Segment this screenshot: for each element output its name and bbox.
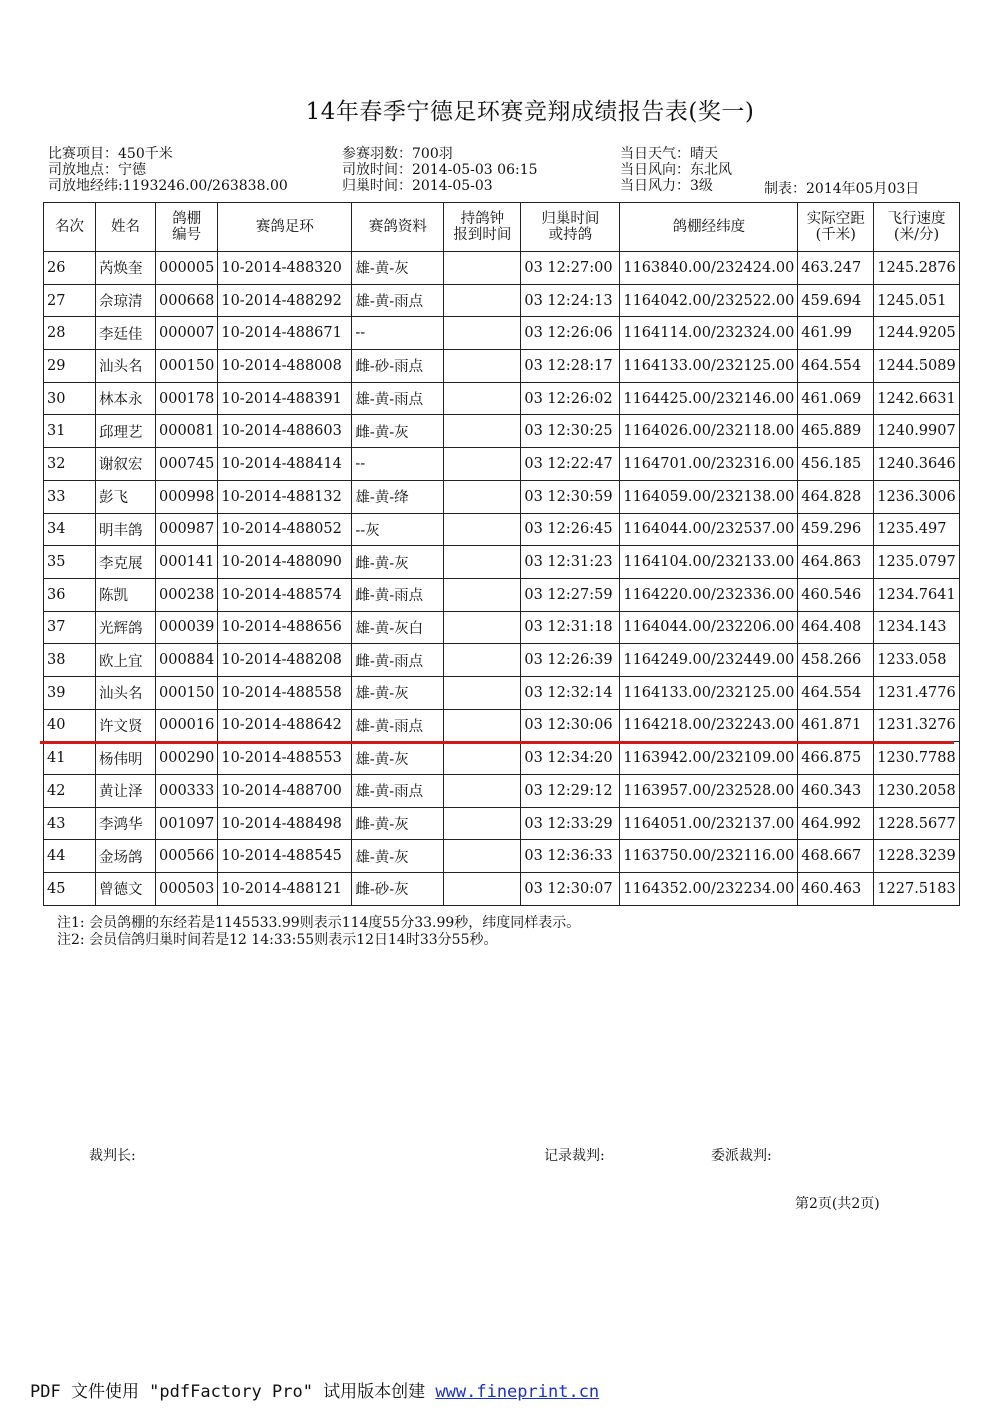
table-cell: 曾德文 — [96, 873, 156, 906]
table-cell: 464.408 — [798, 611, 874, 644]
table-row — [44, 252, 960, 285]
table-cell: 463.247 — [798, 252, 874, 285]
table-cell: 37 — [44, 611, 96, 644]
table-cell: 1228.3239 — [874, 840, 959, 873]
table-cell: 杨伟明 — [96, 742, 156, 775]
table-cell: 000150 — [156, 350, 218, 383]
table-cell: 1244.5089 — [874, 350, 959, 383]
table-cell: 雄-黄-雨点 — [352, 284, 444, 317]
table-cell: 459.694 — [798, 284, 874, 317]
table-cell — [444, 480, 521, 513]
info-race-item: 比赛项目：450千米 — [48, 146, 173, 162]
table-cell: -- — [352, 317, 444, 350]
table-cell: 464.554 — [798, 350, 874, 383]
table-cell: 34 — [44, 513, 96, 546]
table-cell: 1164026.00/232118.00 — [620, 415, 798, 448]
table-cell: 1164133.00/232125.00 — [620, 676, 798, 709]
table-cell: 明丰鸽 — [96, 513, 156, 546]
table-cell: 03 12:31:23 — [521, 546, 620, 579]
table-cell: 1164133.00/232125.00 — [620, 350, 798, 383]
table-cell: 31 — [44, 415, 96, 448]
footer-link[interactable]: www.fineprint.cn — [435, 1382, 600, 1402]
table-cell: 谢叙宏 — [96, 448, 156, 481]
table-cell: 1231.3276 — [874, 709, 959, 742]
table-cell: 30 — [44, 382, 96, 415]
table-cell: 陈凯 — [96, 578, 156, 611]
table-cell: 雄-黄-灰 — [352, 252, 444, 285]
table-cell: 雌-砂-雨点 — [352, 350, 444, 383]
table-cell: 000290 — [156, 742, 218, 775]
table-cell: 10-2014-488558 — [218, 676, 352, 709]
table-cell: 1164425.00/232146.00 — [620, 382, 798, 415]
table-cell — [444, 382, 521, 415]
table-row — [44, 742, 960, 775]
column-header-line: 实际空距 — [806, 211, 865, 227]
table-cell: 03 12:26:39 — [521, 644, 620, 677]
table-cell: 雄-黄-灰 — [352, 742, 444, 775]
table-cell: 456.185 — [798, 448, 874, 481]
table-cell: -- — [352, 448, 444, 481]
table-cell: 461.871 — [798, 709, 874, 742]
table-cell: 10-2014-488574 — [218, 578, 352, 611]
table-cell: 03 12:26:06 — [521, 317, 620, 350]
table-cell: 10-2014-488052 — [218, 513, 352, 546]
table-cell: 1240.3646 — [874, 448, 959, 481]
table-row — [44, 775, 960, 808]
table-cell: 10-2014-488671 — [218, 317, 352, 350]
table-cell: 邱理艺 — [96, 415, 156, 448]
table-row — [44, 513, 960, 546]
column-header — [44, 203, 96, 252]
table-row — [44, 807, 960, 840]
signature-recording-referee: 记录裁判: — [544, 1148, 605, 1164]
table-cell: 39 — [44, 676, 96, 709]
column-header-line: 鸽棚 — [172, 211, 202, 227]
table-cell: 10-2014-488553 — [218, 742, 352, 775]
table-cell: 1164352.00/232234.00 — [620, 873, 798, 906]
table-cell: 1234.143 — [874, 611, 959, 644]
table-cell: 雄-黄-绛 — [352, 480, 444, 513]
table-cell: 雌-黄-雨点 — [352, 578, 444, 611]
table-cell: 1227.5183 — [874, 873, 959, 906]
footer-text: PDF 文件使用 "pdfFactory Pro" 试用版本创建 — [30, 1382, 436, 1402]
table-cell: 26 — [44, 252, 96, 285]
table-row — [44, 546, 960, 579]
info-release-coordinates: 司放地经纬:1193246.00/263838.00 — [48, 178, 288, 194]
table-cell: 03 12:22:47 — [521, 448, 620, 481]
table-cell: 28 — [44, 317, 96, 350]
table-cell: 10-2014-488391 — [218, 382, 352, 415]
table-cell: 10-2014-488008 — [218, 350, 352, 383]
table-cell: 03 12:30:59 — [521, 480, 620, 513]
table-cell: 42 — [44, 775, 96, 808]
table-cell: 10-2014-488545 — [218, 840, 352, 873]
info-release-location: 司放地点：宁德 — [48, 162, 146, 178]
info-column-time — [342, 146, 538, 194]
info-made-date: 制表：2014年05月03日 — [764, 181, 920, 197]
table-cell — [444, 578, 521, 611]
table-cell: 雄-黄-灰白 — [352, 611, 444, 644]
table-cell: 光辉鸽 — [96, 611, 156, 644]
table-cell: 李克展 — [96, 546, 156, 579]
table-cell: 03 12:33:29 — [521, 807, 620, 840]
table-cell: 1164249.00/232449.00 — [620, 644, 798, 677]
table-cell: 1163750.00/232116.00 — [620, 840, 798, 873]
table-cell: 10-2014-488292 — [218, 284, 352, 317]
table-row — [44, 644, 960, 677]
table-cell: 000016 — [156, 709, 218, 742]
table-cell: 1240.9907 — [874, 415, 959, 448]
table-cell: 芮焕奎 — [96, 252, 156, 285]
table-body — [44, 252, 960, 906]
page-number: 第2页(共2页) — [795, 1196, 880, 1212]
table-cell: 41 — [44, 742, 96, 775]
table-cell — [444, 840, 521, 873]
table-cell — [444, 775, 521, 808]
table-cell: 03 12:28:17 — [521, 350, 620, 383]
table-cell — [444, 448, 521, 481]
table-cell: 000333 — [156, 775, 218, 808]
note-2: 注2: 会员信鸽归巢时间若是12 14:33:55则表示12日14时33分55秒。 — [57, 932, 498, 948]
table-cell: 464.863 — [798, 546, 874, 579]
table-cell: 1244.9205 — [874, 317, 959, 350]
table-cell — [444, 873, 521, 906]
column-header — [521, 203, 620, 252]
table-cell: 1235.497 — [874, 513, 959, 546]
column-header-line: (米/分) — [893, 227, 940, 243]
table-cell: 461.99 — [798, 317, 874, 350]
table-row — [44, 480, 960, 513]
table-cell: 1163942.00/232109.00 — [620, 742, 798, 775]
table-cell: 汕头名 — [96, 676, 156, 709]
table-cell: 000005 — [156, 252, 218, 285]
table-cell: 雌-砂-灰 — [352, 873, 444, 906]
table-cell: 10-2014-488320 — [218, 252, 352, 285]
column-header — [798, 203, 874, 252]
table-cell: 雌-黄-灰 — [352, 807, 444, 840]
table-cell: 李廷佳 — [96, 317, 156, 350]
table-cell: 雌-黄-灰 — [352, 546, 444, 579]
table-cell — [444, 350, 521, 383]
table-cell: 黄让泽 — [96, 775, 156, 808]
notes — [57, 915, 580, 949]
table-row — [44, 840, 960, 873]
table-cell: 43 — [44, 807, 96, 840]
table-cell: 03 12:30:07 — [521, 873, 620, 906]
table-cell: 雄-黄-雨点 — [352, 775, 444, 808]
column-header-line: 赛鸽足环 — [255, 219, 314, 235]
table-cell: 466.875 — [798, 742, 874, 775]
table-cell: 464.828 — [798, 480, 874, 513]
table-cell: 林本永 — [96, 382, 156, 415]
table-cell — [444, 546, 521, 579]
table-row — [44, 676, 960, 709]
column-header-line: 或持鸽 — [548, 227, 593, 243]
column-header-line: 姓名 — [111, 219, 140, 235]
table-cell: 460.463 — [798, 873, 874, 906]
table-cell: 1164042.00/232522.00 — [620, 284, 798, 317]
highlight-underline — [40, 741, 954, 744]
table-cell: 32 — [44, 448, 96, 481]
table-cell: 29 — [44, 350, 96, 383]
signature-delegate-referee: 委派裁判: — [711, 1148, 772, 1164]
table-cell: 1235.0797 — [874, 546, 959, 579]
column-header — [444, 203, 521, 252]
table-cell: 000081 — [156, 415, 218, 448]
table-row — [44, 415, 960, 448]
pdf-footer — [30, 1377, 599, 1402]
table-cell: 03 12:30:06 — [521, 709, 620, 742]
table-cell: 10-2014-488642 — [218, 709, 352, 742]
info-entry-count: 参赛羽数：700羽 — [342, 146, 453, 162]
info-release-time: 司放时间：2014-05-03 06:15 — [342, 162, 538, 178]
table-cell: 03 12:30:25 — [521, 415, 620, 448]
table-cell: 460.343 — [798, 775, 874, 808]
column-header-line: 报到时间 — [453, 227, 512, 243]
column-header-line: 赛鸽资料 — [368, 219, 427, 235]
table-row — [44, 611, 960, 644]
table-row — [44, 284, 960, 317]
note-1: 注1: 会员鸽棚的东经若是1145533.99则表示114度55分33.99秒，纬度同样表示。 — [57, 915, 581, 931]
table-cell: 03 12:27:00 — [521, 252, 620, 285]
column-header-line: 持鸽钟 — [460, 211, 505, 227]
info-wind-force: 当日风力：3级 — [620, 178, 713, 194]
column-header-line: (千米) — [815, 227, 856, 243]
report-title: 14年春季宁德足环赛竞翔成绩报告表(奖一) — [305, 99, 755, 125]
column-header-line: 鸽棚经纬度 — [672, 219, 746, 235]
table-row — [44, 382, 960, 415]
table-cell: 10-2014-488414 — [218, 448, 352, 481]
table-cell: 1245.2876 — [874, 252, 959, 285]
column-header — [352, 203, 444, 252]
table-cell: 03 12:24:13 — [521, 284, 620, 317]
table-header-row — [44, 203, 960, 252]
table-cell: 03 12:29:12 — [521, 775, 620, 808]
table-cell: 1230.7788 — [874, 742, 959, 775]
table-cell: 468.667 — [798, 840, 874, 873]
table-cell — [444, 513, 521, 546]
table-cell: 雌-黄-灰 — [352, 415, 444, 448]
column-header — [874, 203, 959, 252]
table-cell: 1164044.00/232537.00 — [620, 513, 798, 546]
table-cell: 金场鸽 — [96, 840, 156, 873]
table-cell: 001097 — [156, 807, 218, 840]
table-cell: 1231.4776 — [874, 676, 959, 709]
table-cell: 000884 — [156, 644, 218, 677]
table-cell: 10-2014-488498 — [218, 807, 352, 840]
table-cell: 000745 — [156, 448, 218, 481]
table-cell: 1164059.00/232138.00 — [620, 480, 798, 513]
table-cell: 000668 — [156, 284, 218, 317]
table-cell — [444, 807, 521, 840]
table-cell: 汕头名 — [96, 350, 156, 383]
table-cell: 03 12:31:18 — [521, 611, 620, 644]
table-cell: 1242.6631 — [874, 382, 959, 415]
table-cell: 03 12:26:02 — [521, 382, 620, 415]
table-cell: 1236.3006 — [874, 480, 959, 513]
table-cell: 10-2014-488603 — [218, 415, 352, 448]
table-cell: 000178 — [156, 382, 218, 415]
table-cell: 1230.2058 — [874, 775, 959, 808]
table-cell: 雄-黄-雨点 — [352, 709, 444, 742]
table-cell: 03 12:32:14 — [521, 676, 620, 709]
table-cell: 10-2014-488132 — [218, 480, 352, 513]
table-cell: 1164114.00/232324.00 — [620, 317, 798, 350]
table-cell: 460.546 — [798, 578, 874, 611]
table-cell: 000987 — [156, 513, 218, 546]
table-cell: 44 — [44, 840, 96, 873]
info-wind-direction: 当日风向：东北风 — [620, 162, 732, 178]
table-cell: 1233.058 — [874, 644, 959, 677]
table-cell: 1164218.00/232243.00 — [620, 709, 798, 742]
table-cell: 1245.051 — [874, 284, 959, 317]
table-cell: 465.889 — [798, 415, 874, 448]
table-cell: 464.992 — [798, 807, 874, 840]
table-cell — [444, 676, 521, 709]
table-cell: 1163840.00/232424.00 — [620, 252, 798, 285]
table-cell — [444, 709, 521, 742]
column-header — [156, 203, 218, 252]
table-row — [44, 873, 960, 906]
column-header — [218, 203, 352, 252]
table-cell: 雄-黄-雨点 — [352, 382, 444, 415]
info-column-race — [48, 146, 288, 194]
table-cell: 1164220.00/232336.00 — [620, 578, 798, 611]
table-cell — [444, 742, 521, 775]
table-cell: 03 12:26:45 — [521, 513, 620, 546]
table-cell: 彭飞 — [96, 480, 156, 513]
column-header-line: 飞行速度 — [887, 211, 946, 227]
table-cell: 欧上宜 — [96, 644, 156, 677]
table-cell: 1164701.00/232316.00 — [620, 448, 798, 481]
table-cell: 000998 — [156, 480, 218, 513]
table-cell: 雄-黄-灰 — [352, 676, 444, 709]
table-cell: 000150 — [156, 676, 218, 709]
table-cell: 1228.5677 — [874, 807, 959, 840]
table-cell — [444, 415, 521, 448]
table-cell: 许文贤 — [96, 709, 156, 742]
info-weather: 当日天气：晴天 — [620, 146, 718, 162]
table-cell: 10-2014-488090 — [218, 546, 352, 579]
table-cell: 03 12:27:59 — [521, 578, 620, 611]
table-row — [44, 709, 960, 742]
table-cell: 1164104.00/232133.00 — [620, 546, 798, 579]
table-cell: 10-2014-488656 — [218, 611, 352, 644]
table-cell: 1234.7641 — [874, 578, 959, 611]
table-cell: 464.554 — [798, 676, 874, 709]
column-header — [620, 203, 798, 252]
table-cell: 10-2014-488121 — [218, 873, 352, 906]
table-cell: 458.266 — [798, 644, 874, 677]
table-cell: 李鸿华 — [96, 807, 156, 840]
table-cell: 000566 — [156, 840, 218, 873]
table-cell: 45 — [44, 873, 96, 906]
table-cell: 461.069 — [798, 382, 874, 415]
table-cell: 03 12:36:33 — [521, 840, 620, 873]
table-cell: 000238 — [156, 578, 218, 611]
table-cell: 1164044.00/232206.00 — [620, 611, 798, 644]
table-cell: 35 — [44, 546, 96, 579]
table-cell: 459.296 — [798, 513, 874, 546]
table-cell: 000503 — [156, 873, 218, 906]
column-header-line: 归巢时间 — [541, 211, 600, 227]
table-cell — [444, 644, 521, 677]
table-cell: 40 — [44, 709, 96, 742]
table-cell: 000141 — [156, 546, 218, 579]
info-column-weather — [620, 146, 732, 194]
table-cell: 33 — [44, 480, 96, 513]
column-header — [96, 203, 156, 252]
table-cell: 27 — [44, 284, 96, 317]
table-cell — [444, 611, 521, 644]
table-row — [44, 448, 960, 481]
table-cell: --灰 — [352, 513, 444, 546]
table-cell — [444, 317, 521, 350]
table-cell: 000039 — [156, 611, 218, 644]
table-cell: 000007 — [156, 317, 218, 350]
column-header-line: 名次 — [55, 219, 84, 235]
table-row — [44, 578, 960, 611]
table-cell: 雄-黄-灰 — [352, 840, 444, 873]
table-cell: 10-2014-488700 — [218, 775, 352, 808]
table-cell: 1164051.00/232137.00 — [620, 807, 798, 840]
table-cell: 佘琼清 — [96, 284, 156, 317]
info-return-time: 归巢时间：2014-05-03 — [342, 178, 493, 194]
table-cell: 38 — [44, 644, 96, 677]
column-header-line: 编号 — [172, 227, 202, 243]
table-cell — [444, 284, 521, 317]
signature-chief-referee: 裁判长: — [89, 1148, 136, 1164]
table-cell: 36 — [44, 578, 96, 611]
results-table — [43, 202, 960, 906]
table-cell: 1163957.00/232528.00 — [620, 775, 798, 808]
table-row — [44, 317, 960, 350]
table-cell — [444, 252, 521, 285]
table-cell: 03 12:34:20 — [521, 742, 620, 775]
table-row — [44, 350, 960, 383]
table-cell: 10-2014-488208 — [218, 644, 352, 677]
table-cell: 雌-黄-雨点 — [352, 644, 444, 677]
